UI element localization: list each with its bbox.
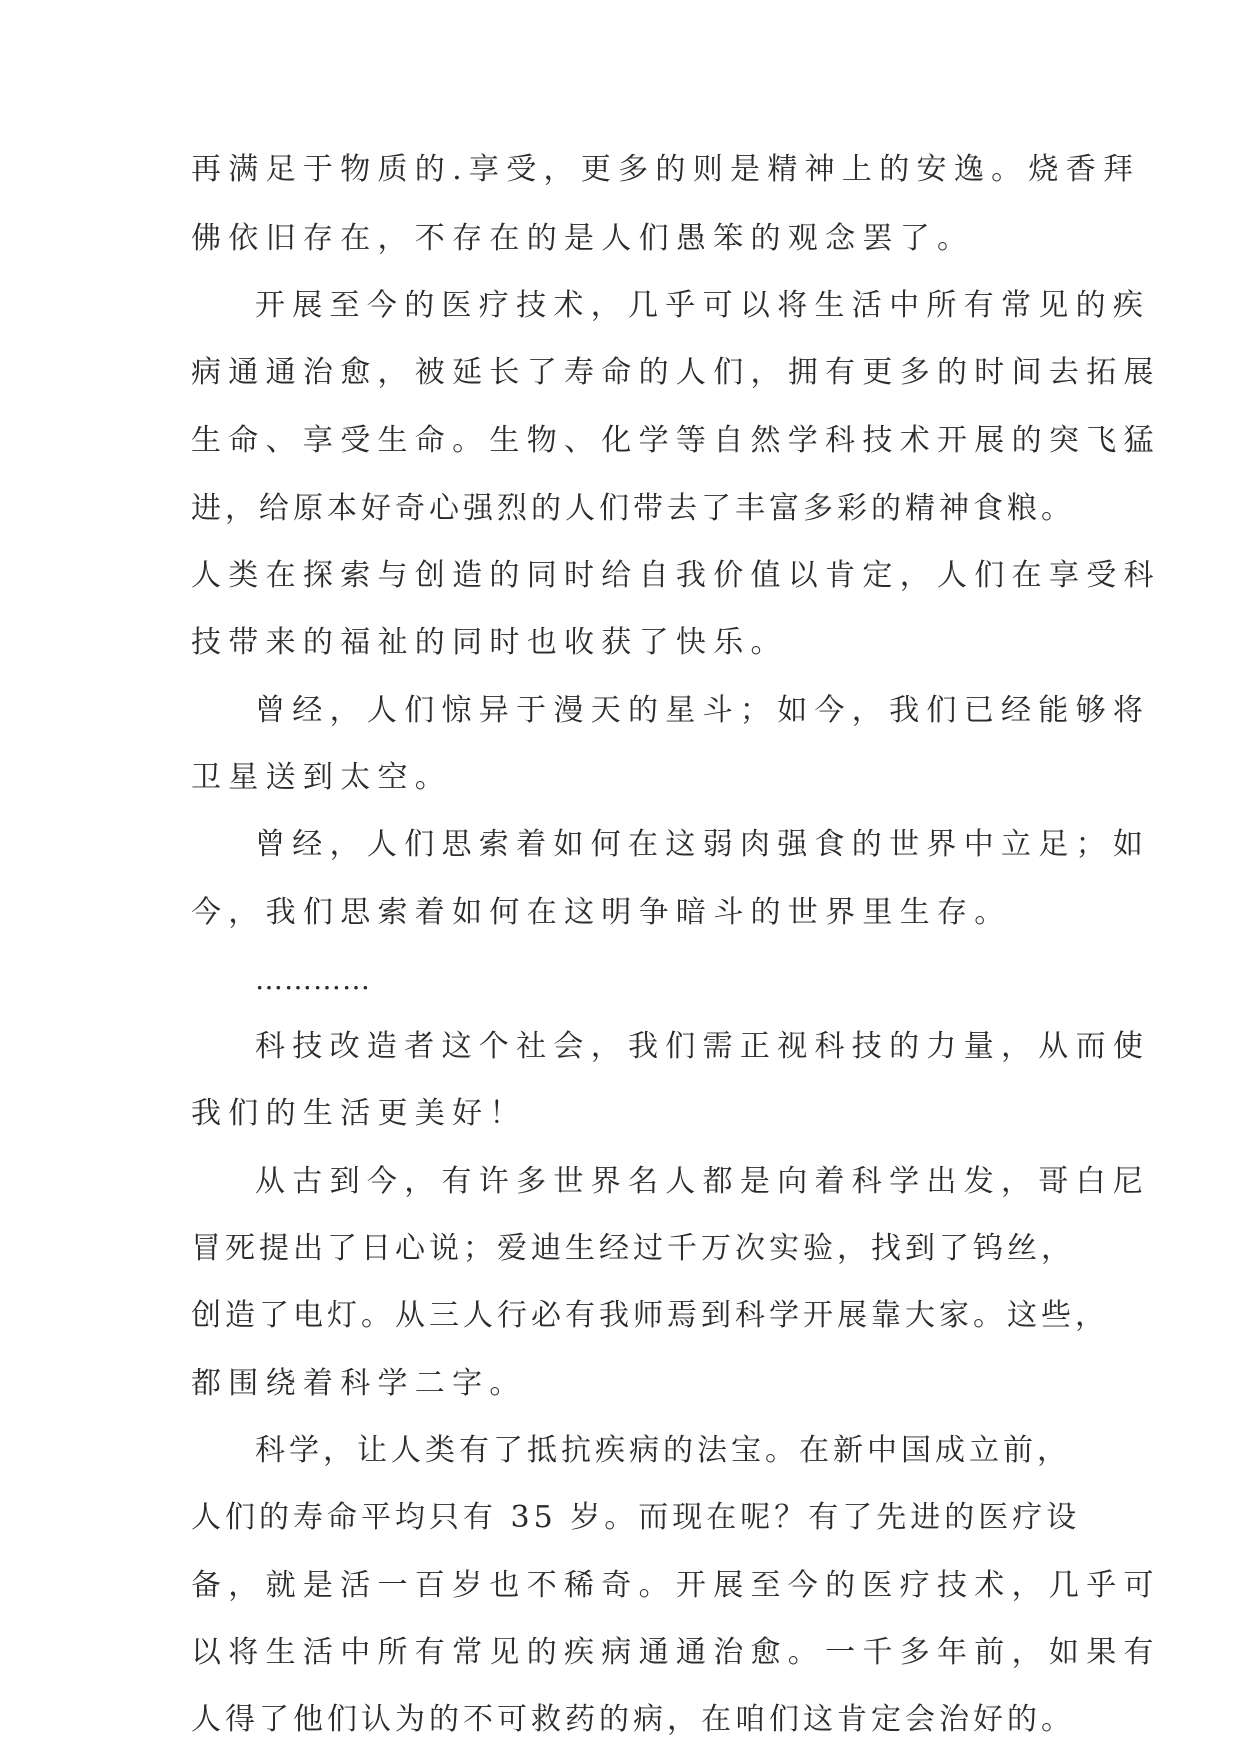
text-line: 我们的生活更美好！ (191, 1096, 527, 1131)
text-line: 从古到今，有许多世界名人都是向着科学出发，哥白尼 (255, 1164, 1151, 1199)
text-line: 人类在探索与创造的同时给自我价值以肯定，人们在享受科 (191, 558, 1161, 593)
text-line: 科学，让人类有了抵抗疾病的法宝。在新中国成立前， (255, 1433, 1071, 1468)
text-line: 曾经，人们思索着如何在这弱肉强食的世界中立足；如 (255, 827, 1151, 862)
text-line: 今，我们思索着如何在这明争暗斗的世界里生存。 (191, 895, 1012, 930)
text-line: 都围绕着科学二字。 (191, 1366, 527, 1401)
text-line: 生命、享受生命。生物、化学等自然学科技术开展的突飞猛 (191, 423, 1161, 458)
text-line: 佛依旧存在，不存在的是人们愚笨的观念罢了。 (191, 221, 975, 256)
ellipsis-line: ………… (255, 963, 371, 996)
text-line: 以将生活中所有常见的疾病通通治愈。一千多年前，如果有 (191, 1635, 1161, 1670)
text-line: 冒死提出了日心说；爱迪生经过千万次实验，找到了钨丝， (191, 1231, 1075, 1266)
text-line: 技带来的福祉的同时也收获了快乐。 (191, 625, 788, 660)
text-line: 曾经，人们惊异于漫天的星斗；如今，我们已经能够将 (255, 693, 1151, 728)
text-line: 再满足于物质的.享受，更多的则是精神上的安逸。烧香拜 (191, 152, 1141, 187)
text-line: 进，给原本好奇心强烈的人们带去了丰富多彩的精神食粮。 (191, 491, 1075, 526)
text-line: 开展至今的医疗技术，几乎可以将生活中所有常见的疾 (255, 288, 1151, 323)
text-line: 创造了电灯。从三人行必有我师焉到科学开展靠大家。这些， (191, 1298, 1109, 1333)
text-line: 科技改造者这个社会，我们需正视科技的力量，从而使 (255, 1029, 1151, 1064)
text-line: 人们的寿命平均只有 35 岁。而现在呢？有了先进的医疗设 (191, 1500, 1081, 1535)
text-line: 病通通治愈，被延长了寿命的人们，拥有更多的时间去拓展 (191, 355, 1161, 390)
text-line: 卫星送到太空。 (191, 760, 453, 795)
text-line: 备，就是活一百岁也不稀奇。开展至今的医疗技术，几乎可 (191, 1568, 1161, 1603)
text-line: 人得了他们认为的不可救药的病，在咱们这肯定会治好的。 (191, 1702, 1075, 1737)
